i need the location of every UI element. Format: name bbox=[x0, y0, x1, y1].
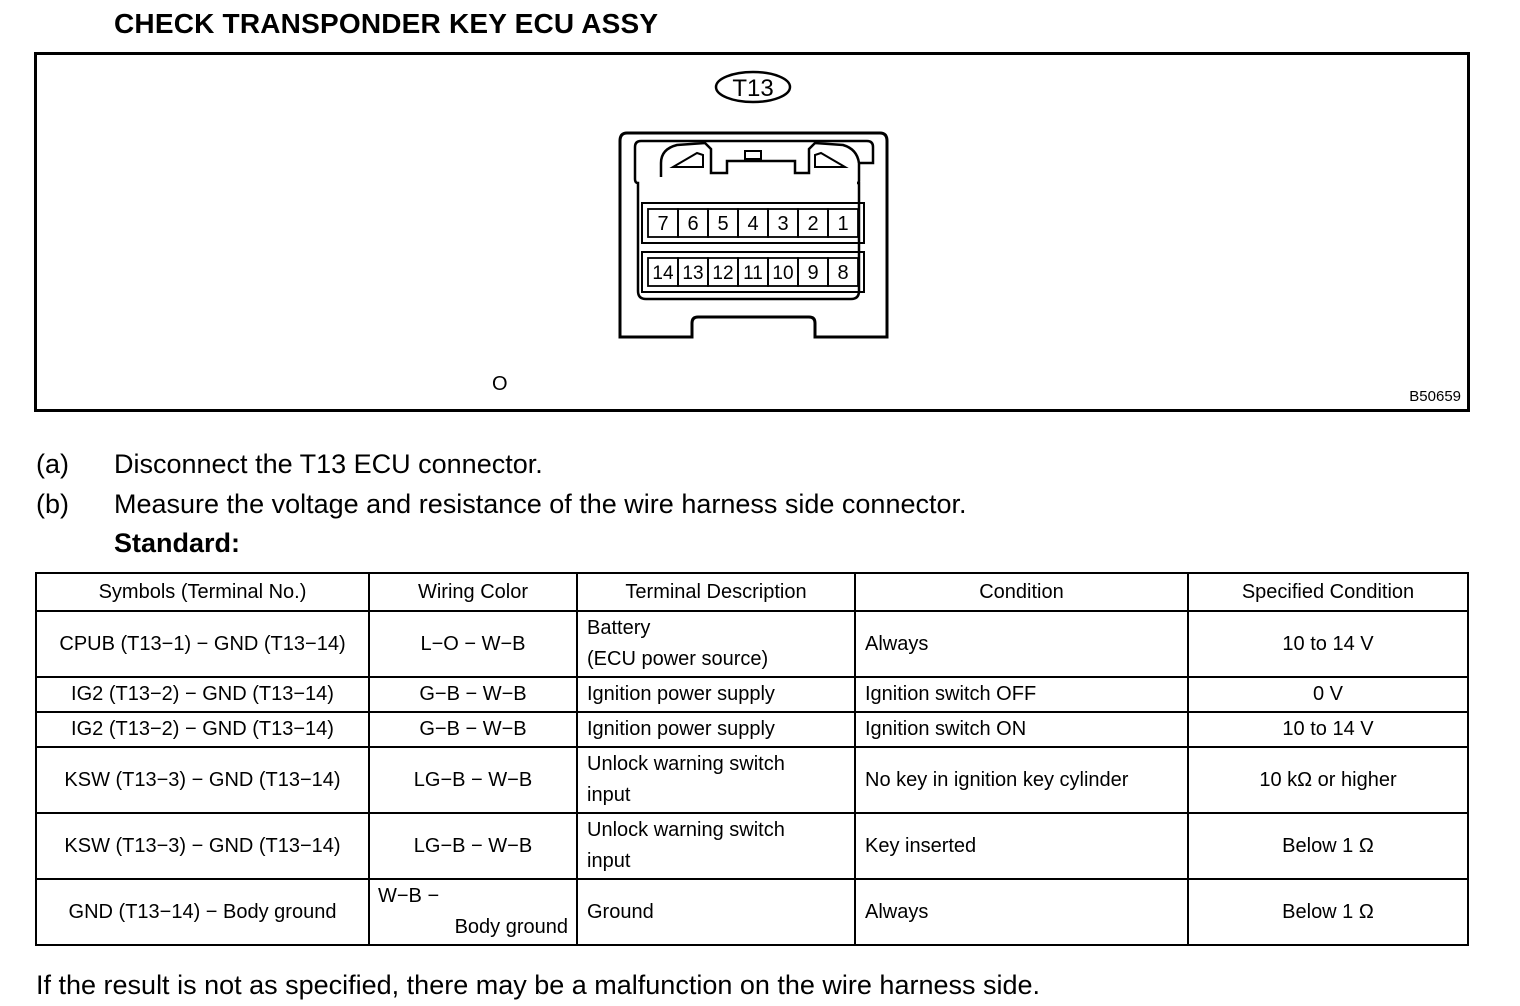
pin-number: 4 bbox=[747, 213, 759, 235]
pin-number: 7 bbox=[657, 213, 669, 235]
cell-symbol: KSW (T13−3) − GND (T13−14) bbox=[36, 813, 369, 879]
page-title: CHECK TRANSPONDER KEY ECU ASSY bbox=[114, 8, 659, 39]
cell-spec: 10 kΩ or higher bbox=[1188, 747, 1468, 813]
latch-right bbox=[815, 153, 845, 167]
cell-description bbox=[577, 611, 855, 677]
pin-row-top bbox=[642, 203, 864, 243]
table-row bbox=[36, 879, 1468, 945]
table-row bbox=[36, 712, 1468, 747]
cell-description bbox=[577, 813, 855, 879]
wiring-color-line: W−B − bbox=[378, 885, 440, 907]
figure-stray-mark: O bbox=[492, 373, 508, 395]
cell-wiring-color: LG−B − W−B bbox=[369, 747, 577, 813]
cell-spec: Below 1 Ω bbox=[1188, 813, 1468, 879]
header-wiring-color: Wiring Color bbox=[369, 573, 577, 611]
latch-left bbox=[673, 153, 703, 167]
footer-note: If the result is not as specified, there may be a malfunction on the wire harness side. bbox=[36, 970, 1041, 1000]
cell-symbol: KSW (T13−3) − GND (T13−14) bbox=[36, 747, 369, 813]
specification-table bbox=[35, 572, 1469, 946]
step-text: Measure the voltage and resistance of the wire harness side connector. bbox=[114, 489, 967, 519]
pin-number: 12 bbox=[712, 263, 734, 284]
table-row bbox=[36, 813, 1468, 879]
cell-symbol: GND (T13−14) − Body ground bbox=[36, 879, 369, 945]
description-line: Unlock warning switch bbox=[587, 753, 785, 775]
cell-wiring-color: G−B − W−B bbox=[369, 712, 577, 747]
cell-condition: Key inserted bbox=[855, 813, 1188, 879]
cell-condition: No key in ignition key cylinder bbox=[855, 747, 1188, 813]
header-symbols: Symbols (Terminal No.) bbox=[36, 573, 369, 611]
header-terminal-description: Terminal Description bbox=[577, 573, 855, 611]
pin-number: 13 bbox=[682, 263, 704, 284]
pin-row-bottom bbox=[642, 252, 864, 292]
pin-number: 1 bbox=[837, 213, 849, 235]
pin-number: 8 bbox=[837, 262, 849, 284]
cell-description: Ignition power supply bbox=[577, 712, 855, 747]
step-label: (b) bbox=[36, 489, 69, 519]
header-specified-condition: Specified Condition bbox=[1188, 573, 1468, 611]
table-header-row bbox=[36, 573, 1468, 611]
step-text: Disconnect the T13 ECU connector. bbox=[114, 449, 543, 479]
cell-description: Ground bbox=[577, 879, 855, 945]
cell-description: Ignition power supply bbox=[577, 677, 855, 712]
cell-spec: 10 to 14 V bbox=[1188, 712, 1468, 747]
description-line: input bbox=[587, 784, 631, 806]
cell-description bbox=[577, 747, 855, 813]
description-line: Unlock warning switch bbox=[587, 819, 785, 841]
connector-diagram bbox=[37, 55, 1467, 409]
header-condition: Condition bbox=[855, 573, 1188, 611]
cell-condition: Ignition switch OFF bbox=[855, 677, 1188, 712]
cell-symbol: IG2 (T13−2) − GND (T13−14) bbox=[36, 712, 369, 747]
standard-heading: Standard: bbox=[114, 528, 241, 558]
pin-number: 3 bbox=[777, 213, 789, 235]
table-row bbox=[36, 747, 1468, 813]
connector-label: T13 bbox=[732, 75, 774, 102]
cell-spec: 10 to 14 V bbox=[1188, 611, 1468, 677]
cell-wiring-color: L−O − W−B bbox=[369, 611, 577, 677]
pin-number: 9 bbox=[807, 262, 819, 284]
pin-number: 5 bbox=[717, 213, 729, 235]
pin-number: 10 bbox=[772, 263, 794, 284]
pin-number: 2 bbox=[807, 213, 819, 235]
cell-spec: 0 V bbox=[1188, 677, 1468, 712]
cell-symbol: IG2 (T13−2) − GND (T13−14) bbox=[36, 677, 369, 712]
pin-number: 14 bbox=[652, 263, 674, 284]
latch-key bbox=[745, 151, 761, 159]
description-line: (ECU power source) bbox=[587, 648, 769, 670]
figure-code: B50659 bbox=[1409, 388, 1461, 405]
cell-condition: Ignition switch ON bbox=[855, 712, 1188, 747]
wiring-color-line: Body ground bbox=[454, 916, 568, 938]
connector-figure bbox=[34, 52, 1470, 412]
description-line: Battery bbox=[587, 617, 651, 639]
description-line: input bbox=[587, 850, 631, 872]
cell-condition: Always bbox=[855, 879, 1188, 945]
step-label: (a) bbox=[36, 449, 69, 479]
table-row bbox=[36, 611, 1468, 677]
cell-condition: Always bbox=[855, 611, 1188, 677]
cell-wiring-color: G−B − W−B bbox=[369, 677, 577, 712]
cell-symbol: CPUB (T13−1) − GND (T13−14) bbox=[36, 611, 369, 677]
cell-wiring-color: LG−B − W−B bbox=[369, 813, 577, 879]
table-row bbox=[36, 677, 1468, 712]
cell-spec: Below 1 Ω bbox=[1188, 879, 1468, 945]
pin-number: 11 bbox=[743, 263, 763, 284]
cell-wiring-color bbox=[369, 879, 577, 945]
pin-number: 6 bbox=[687, 213, 699, 235]
